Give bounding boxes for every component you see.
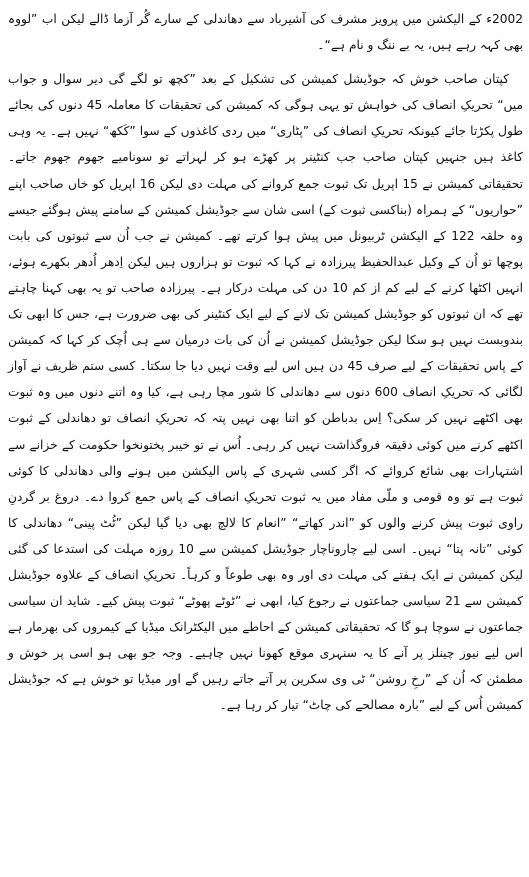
article-paragraph-1: 2002ء کے الیکشن میں پرویز مشرف کی آشیرباد سے دھاندلی کے سارے گُر آزما ڈالے لیکن اب ”لووہ بھی کہہ رہے ہیں، یہ بے ننگ و نام ہے“۔ [8,12,523,53]
article-paragraph-2: کپتان صاحب خوش کہ جوڈیشل کمیشن کی تشکیل کے بعد ”کچھ تو لگے گی دیر سوال و جواب میں“ تحریکِ انصاف کی خواہش تو یہی ہوگی کہ کمیشن کی تحقیقات کا معاملہ 45 دنوں کی بجائے طول پکڑتا جائے کیونکہ تحریکِ انصاف کی ”پٹاری“ میں ردی کاغذوں کے سوا ”کَکھ“ نہیں ہے۔ یہ وہی کاغذ ہیں جنہیں کپتان صاحب جب کنٹینر پر کھڑے ہو کر لہراتے تو سونامیے جھوم جھوم جاتے۔ تحقیقاتی کمیشن نے 15 اپریل تک ثبوت جمع کروانے کی مہلت دی لیکن 16 اپریل کو خاں صاحب اپنے ”حواریوں“ کے ہمراہ (بناکسی ثبوت کے) اسی شان سے جوڈیشل کمیشن کے سامنے پیش ہوگئے جیسے وہ حلقہ 122 کے الیکشن ٹربیونل میں پیش ہوا کرتے تھے۔ کمیشن نے جب اُن سے ثبوتوں کی بابت پوچھا تو اُن کے وکیل عبدالحفیظ پیرزادہ نے کہا کہ ثبوت تو ہزاروں ہیں لیکن اِدھر اُدھر بکھرے ہوئے، انہیں اکٹھا کرنے کے لیے کم از کم 10 دن کی مہلت درکار ہے۔ پیرزادہ صاحب تو یہ بھی کہنا چاہتے تھے کہ ان ثبوتوں کو جوڈیشل کمیشن تک لانے کے لیے ایک کنٹینر کی بھی ضرورت ہے، جس کا ابھی تک بندوبست نہیں ہو سکا لیکن جوڈیشل کمیشن نے اُن کی بات درمیان سے ہی اُچک کر کہا کہ کمیشن کے پاس تحقیقات کے لیے صرف 45 دن ہیں اس لیے وقت نہیں دیا جا سکتا۔ کسی ستم ظریف نے آواز لگائی کہ تحریکِ انصاف 600 دنوں سے دھاندلی کا شور مچا رہی ہے، کیا وہ اتنے دنوں میں وہ ثبوت بھی اکٹھے نہیں کر سکی؟ اِس بدباطن کو اتنا بھی نہیں پتہ کہ تحریکِ انصاف تو دھاندلی کے ثبوت اکٹھے کرنے میں کوئی دقیقہ فروگذاشت نہیں کر رہی۔ اُس نے تو خیبر پختونخوا حکومت کے خزانے سے اشتہارات بھی شائع کروائے کہ اگر کسی شہری کے پاس الیکشن میں ہونے والی دھاندلی کا کوئی ثبوت ہے تو وہ قومی و ملّی مفاد میں یہ ثبوت تحریکِ انصاف کے پاس جمع کروا دے۔ دروغ بر گردنِ راوی ثبوت پیش کرنے والوں کو ”اندر کھاتے“ ”انعام کا لالچ بھی دیا گیا لیکن ”ٹُٹ پینی“ دھاندلی کا کوئی ”تانہ پتا“ نہیں۔ اسی لیے چاروناچار جوڈیشل کمیشن سے 10 روزہ مہلت کی استدعا کی گئی لیکن کمیشن نے ایک ہفتے کی مہلت دی اور وہ بھی طوعاً و کرہاً۔ تحریکِ انصاف کے علاوہ جوڈیشل کمیشن سے 21 سیاسی جماعتوں نے رجوع کیا، ابھی نے ”ٹوٹے پھوٹے“ ثبوت پیش کیے۔ شاید ان سیاسی جماعتوں نے سوچا ہو گا کہ تحقیقاتی کمیشن کے احاطے میں الیکٹرانک میڈیا کے کیمروں کی بھرمار ہے اس لیے نیوز چینلز پر آنے کا یہ سنہری موقع کھونا نہیں چاہیے۔ وجہ جو بھی ہو اسی پر خوش و مطمئن کہ اُن کے ”رخِ روشن“ ٹی وی سکرین پر آتے جاتے رہیں گے اور میڈیا تو خوش ہے کہ جوڈیشل کمیشن اُس کے لیے ”بارہ مصالحے کی چاٹ“ تیار کر رہا ہے۔ [8,72,524,713]
